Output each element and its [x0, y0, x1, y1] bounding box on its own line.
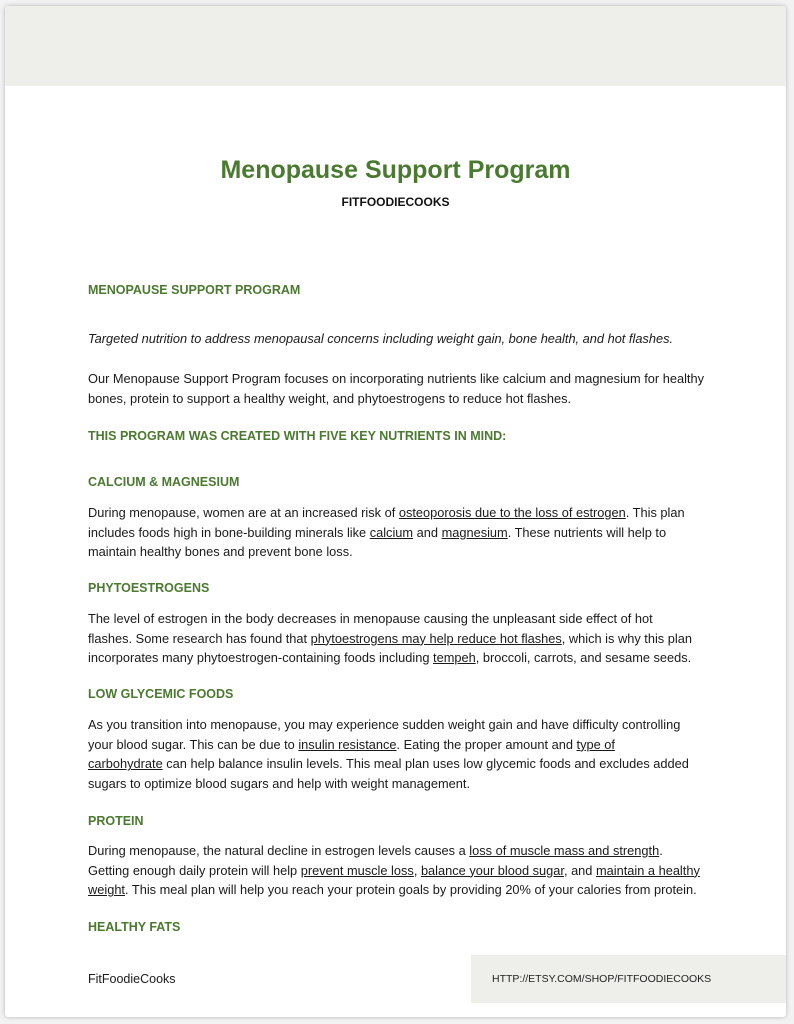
paragraph-text: . Eating the proper amount and	[396, 736, 577, 752]
paragraph-text: and	[413, 524, 442, 540]
paragraph-text: . This meal plan will help you reach your protein goals by providing 20% of your calories from protein.	[125, 882, 697, 898]
paragraph-text: . These nutrients will help to maintain healthy bones and prevent bone loss.	[88, 524, 667, 560]
nutrient-paragraph	[88, 503, 693, 562]
paragraph-text: . This plan includes foods high in bone-building minerals like	[88, 505, 685, 540]
paragraph-text: As you transition into menopause, you may experience sudden weight gain and have difficulty controlling your blood sugar. This can be due to	[88, 717, 681, 752]
paragraph-text: During menopause, women are at an increased risk of	[88, 505, 399, 520]
reference-link[interactable]: phytoestrogens may help reduce hot flashes	[310, 630, 562, 646]
footer-url-link[interactable]: HTTP://ETSY.COM/SHOP/FITFOODIECOOKS	[492, 973, 712, 985]
nutrient-heading: CALCIUM & MAGNESIUM	[88, 475, 240, 489]
tagline: Targeted nutrition to address menopausal concerns including weight gain, bone health, and hot flashes.	[88, 331, 674, 346]
reference-link[interactable]: insulin resistance	[298, 736, 397, 752]
paragraph-text: During menopause, the natural decline in estrogen levels causes a	[88, 843, 470, 858]
reference-link[interactable]: loss of muscle mass and strength	[469, 843, 660, 858]
page-subtitle: FITFOODIECOOKS	[341, 195, 450, 209]
reference-link[interactable]: balance your blood sugar	[420, 862, 564, 878]
nutrient-paragraph	[88, 609, 700, 668]
document-page	[5, 6, 786, 1017]
nutrient-heading: HEALTHY FATS	[88, 920, 181, 934]
footer-url-band	[471, 955, 786, 1003]
nutrient-paragraph	[88, 715, 693, 794]
nutrient-heading: LOW GLYCEMIC FOODS	[88, 687, 234, 701]
paragraph-text: , broccoli, carrots, and sesame seeds.	[475, 650, 692, 666]
paragraph-text: , which is why this plan incorporates many phytoestrogen-containing foods including	[88, 630, 692, 666]
reference-link[interactable]: maintain a healthy weight	[88, 862, 700, 898]
paragraph-text: . Getting enough daily protein will help	[88, 843, 663, 878]
nutrient-heading: PHYTOESTROGENS	[88, 581, 210, 595]
header-band	[5, 6, 786, 86]
paragraph-text: can help balance insulin levels. This meal plan uses low glycemic foods and excludes added sugars to optimize blood sugars and help with weight management.	[88, 756, 689, 792]
intro-paragraph: Our Menopause Support Program focuses on incorporating nutrients like calcium and magnesium for healthy bones, protein to support a healthy weight, and phytoestrogens to reduce hot flashes.	[88, 371, 704, 406]
paragraph-text: The level of estrogen in the body decreases in menopause causing the unpleasant side effect of hot flashes. Some research has found that	[88, 611, 653, 646]
page-title: Menopause Support Program	[220, 156, 571, 184]
reference-link[interactable]: osteoporosis due to the loss of estrogen	[398, 505, 626, 520]
paragraph-text: , and	[563, 862, 596, 878]
reference-link[interactable]: type of carbohydrate	[88, 736, 615, 772]
section-heading: MENOPAUSE SUPPORT PROGRAM	[88, 283, 301, 297]
reference-link[interactable]: tempeh	[433, 650, 476, 666]
footer-brand: FitFoodieCooks	[88, 972, 176, 986]
reference-link[interactable]: prevent muscle loss	[300, 862, 414, 878]
paragraph-text: ,	[413, 862, 421, 878]
nutrient-paragraph	[88, 841, 700, 900]
nutrient-heading: PROTEIN	[88, 814, 144, 828]
reference-link[interactable]: calcium	[369, 524, 414, 540]
reference-link[interactable]: magnesium	[441, 524, 508, 540]
key-nutrients-heading: THIS PROGRAM WAS CREATED WITH FIVE KEY NUTRIENTS IN MIND:	[88, 429, 507, 443]
